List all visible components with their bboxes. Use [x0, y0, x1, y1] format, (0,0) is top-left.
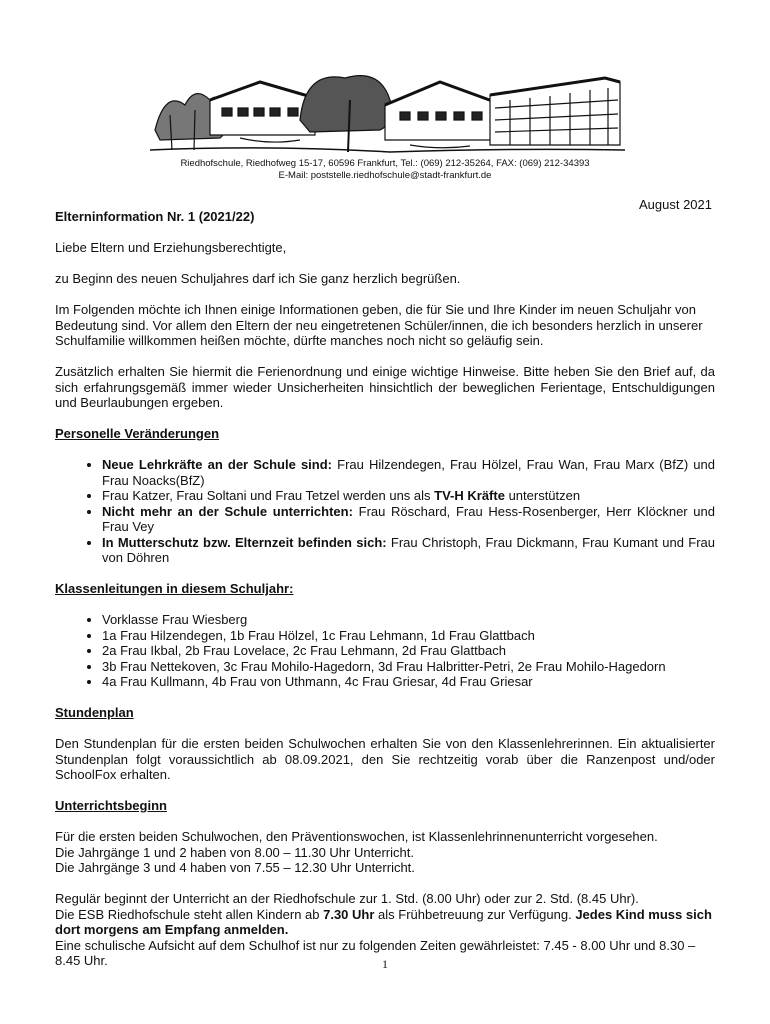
- list-item: • In Mutterschutz bzw. Elternzeit befinden sich: Frau Christoph, Frau Dickmann, Frau Kumant und Frau von Döhren: [102, 535, 715, 566]
- salutation: Liebe Eltern und Erziehungsberechtigte,: [55, 240, 287, 255]
- personnel-list: [55, 457, 715, 566]
- greeting: zu Beginn des neuen Schuljahres darf ich Sie ganz herzlich begrüßen.: [55, 271, 461, 286]
- list-item: • Nicht mehr an der Schule unterrichten: Frau Röschard, Frau Hess-Rosenberger, Herr Klöckner und Frau Vey: [102, 504, 715, 535]
- start-supervision: Eine schulische Aufsicht auf dem Schulhof ist nur zu folgenden Zeiten gewährleistet: 7.45 - 8.00 Uhr und 8.30 – 8.45 Uhr.: [55, 937, 696, 968]
- letter-title: Elterninformation Nr. 1 (2021/22): [55, 209, 255, 224]
- intro-paragraph: Im Folgenden möchte ich Ihnen einige Informationen geben, die für Sie und Ihre Kinder im neuen Schuljahr von Bedeutung sind. Vor allem den Eltern der neu eingetretenen Schüler/innen, die ich besonders herzlich in unserer Schulfamilie willkommen heißen möchte, dürfte manches noch nicht so geläufig sein.: [55, 302, 703, 348]
- start-regular: Regulär beginnt der Unterricht an der Riedhofschule zur 1. Std. (8.00 Uhr) oder zur 2. Std. (8.45 Uhr).: [55, 891, 639, 906]
- letterhead: [0, 158, 770, 182]
- start-line-3: Die Jahrgänge 3 und 4 haben von 7.55 – 12.30 Uhr Unterricht.: [55, 860, 415, 875]
- schedule-heading: Stundenplan: [55, 705, 134, 720]
- list-item: • Frau Katzer, Frau Soltani und Frau Tetzel werden uns als TV-H Kräfte unterstützen: [102, 488, 715, 504]
- list-item: • 2a Frau Ikbal, 2b Frau Lovelace, 2c Frau Lehmann, 2d Frau Glattbach: [102, 643, 715, 659]
- list-item: • Vorklasse Frau Wiesberg: [102, 612, 715, 628]
- list-item: • 1a Frau Hilzendegen, 1b Frau Hölzel, 1c Frau Lehmann, 1d Frau Glattbach: [102, 628, 715, 644]
- page-number: 1: [382, 957, 388, 971]
- start-line-1: Für die ersten beiden Schulwochen, den Präventionswochen, ist Klassenlehrinnenunterricht vorgesehen.: [55, 829, 658, 844]
- school-building-drawing: [150, 60, 625, 155]
- schedule-text: Den Stundenplan für die ersten beiden Schulwochen erhalten Sie von den Klassenlehrerinnen. Ein aktualisierter Stundenplan folgt voraussichtlich ab 08.09.2021, den Sie rechtzeitig vorab über die Ranzenpost und/oder SchoolFox erhalten.: [55, 736, 715, 782]
- letterhead-address: Riedhofschule, Riedhofweg 15-17, 60596 Frankfurt, Tel.: (069) 212-35264, FAX: (069) 212-34393: [180, 158, 590, 169]
- letter-body: [55, 209, 715, 969]
- classes-heading: Klassenleitungen in diesem Schuljahr:: [55, 581, 294, 596]
- letter-date: August 2021: [638, 197, 712, 212]
- intro-paragraph-2: Zusätzlich erhalten Sie hiermit die Ferienordnung und einige wichtige Hinweise. Bitte heben Sie den Brief auf, da sich erfahrungsgemäß immer wieder Unsicherheiten hinsichtlich der beweglichen Ferientage, Entschuldigungen und Beurlaubungen ergeben.: [55, 364, 715, 410]
- list-item: • 4a Frau Kullmann, 4b Frau von Uthmann, 4c Frau Griesar, 4d Frau Griesar: [102, 674, 715, 690]
- list-item: • 3b Frau Nettekoven, 3c Frau Mohilo-Hagedorn, 3d Frau Halbritter-Petri, 2e Frau Mohilo-Hagedorn: [102, 659, 715, 675]
- start-heading: Unterrichtsbeginn: [55, 798, 167, 813]
- personnel-heading: Personelle Veränderungen: [55, 426, 220, 441]
- start-esb: Die ESB Riedhofschule steht allen Kindern ab 7.30 Uhr als Frühbetreuung zur Verfügung. Jedes Kind muss sich dort morgens am Empfang anmelden.: [55, 906, 712, 937]
- list-item: • Neue Lehrkräfte an der Schule sind: Frau Hilzendegen, Frau Hölzel, Frau Wan, Frau Marx (BfZ) und Frau Noacks(BfZ): [102, 457, 715, 488]
- letterhead-email: E-Mail: poststelle.riedhofschule@stadt-frankfurt.de: [278, 170, 492, 181]
- start-line-2: Die Jahrgänge 1 und 2 haben von 8.00 – 11.30 Uhr Unterricht.: [55, 844, 414, 860]
- classes-list: [55, 612, 715, 690]
